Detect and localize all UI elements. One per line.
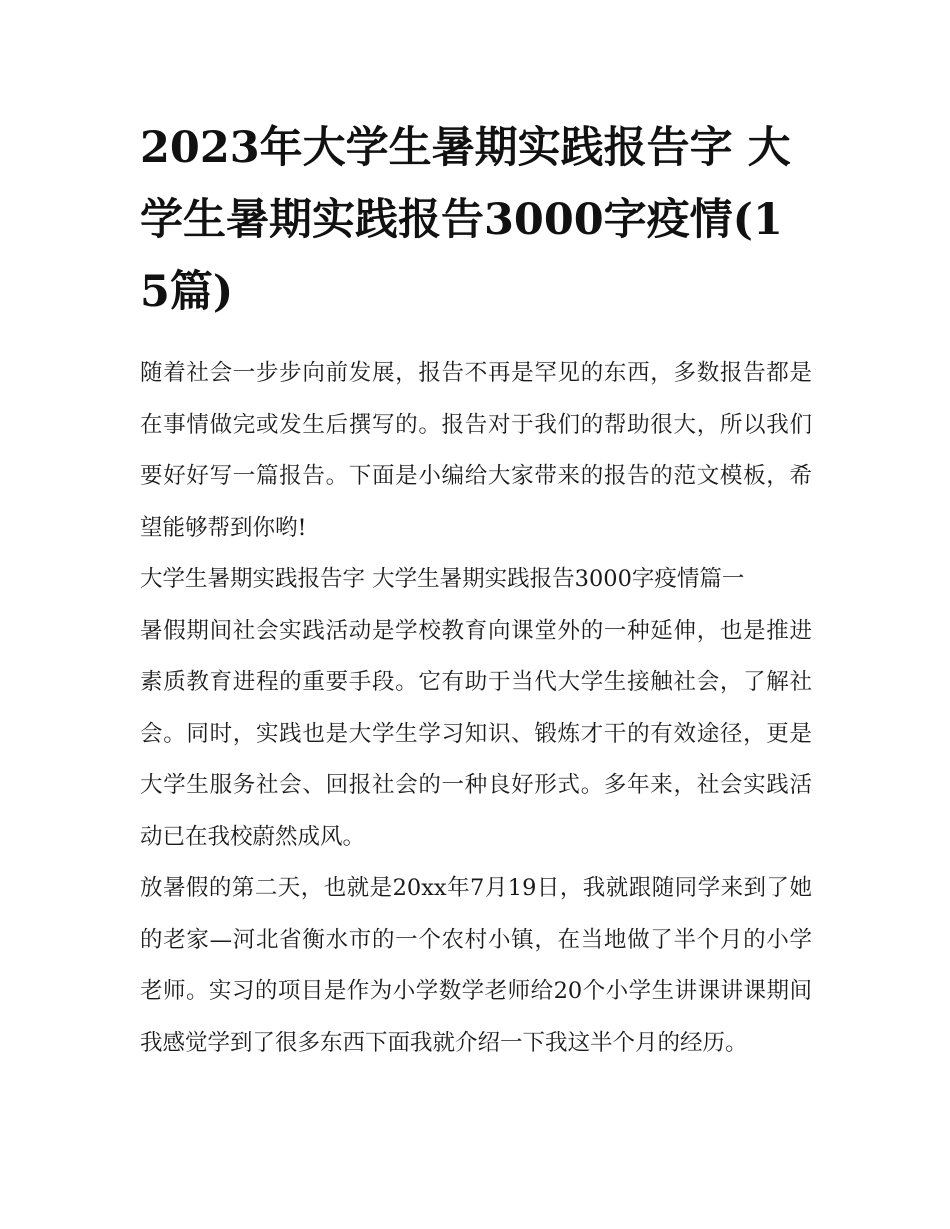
document-body: [140, 112, 812, 1069]
paragraph-list: [140, 348, 812, 1069]
intro-paragraph: 随着社会一步步向前发展，报告不再是罕见的东西，多数报告都是在事情做完或发生后撰写的。报告对于我们的帮助很大，所以我们要好好写一篇报告。下面是小编给大家带来的报告的范文模板，希望能够帮到你哟!: [140, 360, 812, 541]
section-heading-paragraph: 大学生暑期实践报告字 大学生暑期实践报告3000字疫情篇一: [140, 566, 745, 592]
body-paragraph: 放暑假的第二天，也就是20xx年7月19日，我就跟随同学来到了她的老家—河北省衡水市的一个农村小镇，在当地做了半个月的小学老师。实习的项目是作为小学数学老师给20个小学生讲课讲课期间我感觉学到了很多东西下面我就介绍一下我这半个月的经历。: [140, 875, 812, 1056]
document-title: 2023年大学生暑期实践报告字 大学生暑期实践报告3000字疫情(15篇): [140, 123, 791, 317]
body-paragraph: 暑假期间社会实践活动是学校教育向课堂外的一种延伸，也是推进素质教育进程的重要手段。它有助于当代大学生接触社会，了解社会。同时，实践也是大学生学习知识、锻炼才干的有效途径，更是大学生服务社会、回报社会的一种良好形式。多年来，社会实践活动已在我校蔚然成风。: [140, 617, 812, 850]
